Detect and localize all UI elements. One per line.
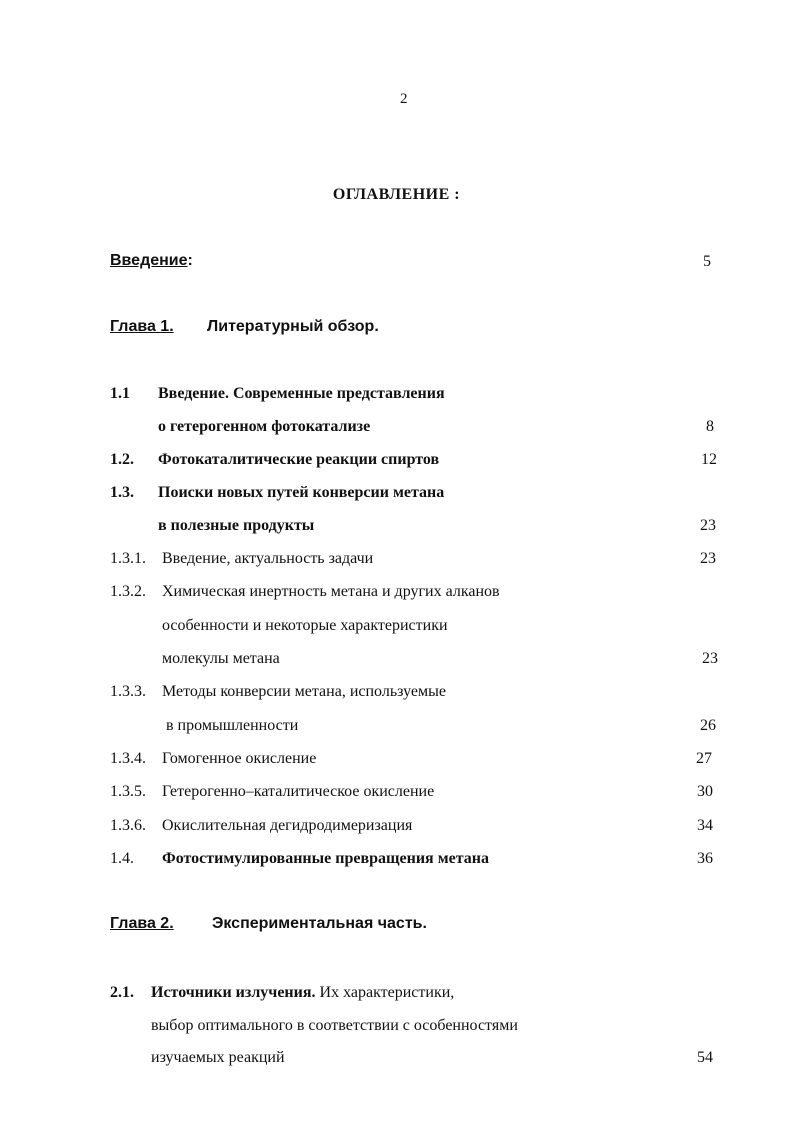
s1-3-1-title: Введение, актуальность задачи — [162, 550, 374, 567]
s2-1-title-rest: Их характеристики, — [315, 984, 455, 1001]
s2-1-line2: выбор оптимального в соответствии с особенностями — [151, 1017, 518, 1034]
s1-4-title: Фотостимулированные превращения метана — [162, 850, 489, 867]
s1-3-3-line2: в промышленности — [166, 717, 299, 734]
s1-3-2-page: 23 — [702, 650, 718, 667]
s1-3-num: 1.3. — [110, 484, 134, 501]
s1-2-num: 1.2. — [110, 451, 134, 468]
s1-3-5-num: 1.3.5. — [110, 783, 146, 800]
s1-3-5-page: 30 — [697, 783, 713, 800]
s1-3-page: 23 — [700, 517, 716, 534]
s1-2-page: 12 — [701, 451, 717, 468]
s2-1-title-bold: Источники излучения. — [151, 984, 316, 1001]
s1-3-2-line1: Химическая инертность метана и других алканов — [162, 583, 500, 600]
s1-1-page: 8 — [706, 418, 714, 435]
s1-3-5-title: Гетерогенно–каталитическое окисление — [162, 783, 435, 800]
s1-3-3-num: 1.3.3. — [110, 683, 146, 700]
s1-3-6-num: 1.3.6. — [110, 817, 146, 834]
s1-2-title: Фотокаталитические реакции спиртов — [158, 451, 440, 468]
s1-3-4-num: 1.3.4. — [110, 750, 146, 767]
intro-entry — [110, 252, 193, 270]
s1-4-num: 1.4. — [110, 850, 134, 867]
chapter1-label: Глава 1. — [110, 318, 174, 335]
s2-1-line1 — [151, 984, 454, 1002]
s1-3-1-num: 1.3.1. — [110, 550, 146, 567]
s1-3-4-page: 27 — [696, 750, 712, 767]
s1-3-6-title: Окислительная дегидродимеризация — [162, 817, 413, 834]
s1-3-2-line2: особенности и некоторые характеристики — [162, 617, 448, 634]
intro-label: Введение — [110, 252, 188, 269]
s1-1-num: 1.1 — [110, 385, 130, 402]
s1-1-line1: Введение. Современные представления — [158, 385, 445, 402]
s1-3-3-line1: Методы конверсии метана, используемые — [162, 683, 446, 700]
intro-page: 5 — [703, 253, 711, 270]
page-number: 2 — [400, 91, 408, 107]
s1-1-line2: о гетерогенном фотокатализе — [158, 418, 371, 435]
chapter1-title: Литературный обзор. — [207, 318, 379, 335]
s1-3-6-page: 34 — [697, 817, 713, 834]
intro-colon: : — [187, 252, 193, 269]
s1-3-3-page: 26 — [700, 717, 716, 734]
s1-3-line1: Поиски новых путей конверсии метана — [158, 484, 445, 501]
toc-title: ОГЛАВЛЕНИЕ : — [332, 186, 461, 203]
chapter2-title: Экспериментальная часть. — [212, 915, 427, 932]
s1-3-4-title: Гомогенное окисление — [162, 750, 317, 767]
s1-3-1-page: 23 — [700, 550, 716, 567]
s1-4-page: 36 — [697, 850, 713, 867]
s2-1-num: 2.1. — [110, 984, 134, 1001]
s2-1-line3: изучаемых реакций — [151, 1049, 285, 1066]
s1-3-2-num: 1.3.2. — [110, 583, 146, 600]
s1-3-line2: в полезные продукты — [158, 517, 315, 534]
s2-1-page: 54 — [697, 1049, 713, 1066]
chapter2-label: Глава 2. — [110, 915, 174, 932]
s1-3-2-line3: молекулы метана — [162, 650, 280, 667]
